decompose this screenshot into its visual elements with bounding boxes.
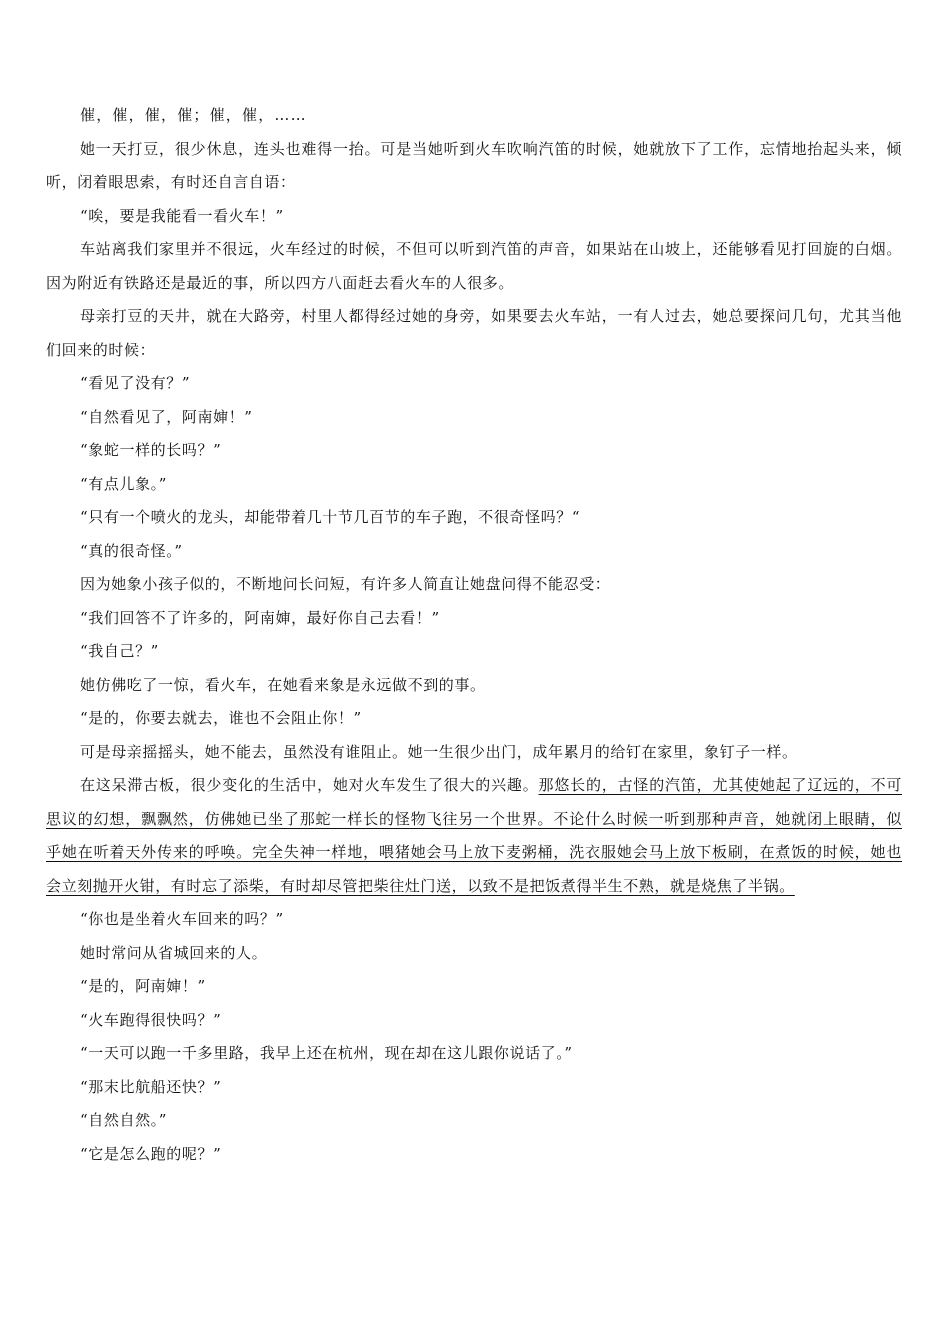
paragraph-19: “你也是坐着火车回来的吗？” bbox=[80, 910, 284, 928]
paragraph-7: “自然看见了，阿南婶！” bbox=[80, 407, 253, 426]
paragraph-2: 她一天打豆，很少休息，连头也难得一抬。可是当她听到火车吹响汽笛的时候，她就放下了工作，忘情地抬起头来，倾听，闭着眼思索，有时还自言自语： bbox=[46, 139, 902, 191]
paragraph-18 bbox=[46, 769, 902, 903]
paragraph-25: “自然自然。” bbox=[80, 1111, 168, 1129]
paragraph-23: “一天可以跑一千多里路，我早上还在杭州，现在却在这儿跟你说话了。” bbox=[80, 1044, 573, 1062]
paragraph-16: “是的，你要去就去，谁也不会阻止你！” bbox=[80, 709, 362, 727]
paragraph-9: “有点儿象。” bbox=[80, 474, 168, 493]
paragraph-14: “我自己？” bbox=[80, 642, 159, 660]
paragraph-1: 催，催，催，催；催，催，…… bbox=[80, 106, 307, 124]
paragraph-5: 母亲打豆的天井，就在大路旁，村里人都得经过她的身旁，如果要去火车站，一有人过去，她总要探问几句，尤其当他们回来的时候： bbox=[46, 307, 902, 359]
paragraph-22: “火车跑得很快吗？” bbox=[80, 1010, 222, 1029]
paragraph-15: 她仿佛吃了一惊，看火车，在她看来象是永远做不到的事。 bbox=[80, 675, 486, 694]
paragraph-21: “是的，阿南婶！” bbox=[80, 977, 206, 995]
paragraph-11: “真的很奇怪。” bbox=[80, 541, 183, 560]
paragraph-24: “那末比航船还快？” bbox=[80, 1077, 222, 1096]
paragraph-3: “唉，要是我能看一看火车！” bbox=[80, 206, 284, 225]
paragraph-18-plain: 在这呆滞古板，很少变化的生活中，她对火车发生了很大的兴趣。 bbox=[80, 776, 539, 794]
paragraph-10: “只有一个喷火的龙头，却能带着几十节几百节的车子跑，不很奇怪吗？“ bbox=[80, 508, 581, 526]
document-page bbox=[46, 99, 902, 1171]
paragraph-26: “它是怎么跑的呢？” bbox=[80, 1144, 222, 1163]
paragraph-17: 可是母亲摇摇头，她不能去，虽然没有谁阻止。她一生很少出门，成年累月的给钉在家里，象钉子一样。 bbox=[80, 742, 798, 761]
underlined-passage: 那悠长的，古怪的汽笛，尤其使她起了辽远的，不可思议的幻想，飘飘然，仿佛她已坐了那蛇一样长的怪物飞往另一个世界。不论什么时候一听到那种声音，她就闭上眼睛，似乎她在听着天外传来的呼唤。完全失神一样地，喂猪她会马上放下麦粥桶，洗衣服她会马上放下板刷，在煮饭的时候，她也会立刻抛开火钳，有时忘了添柴，有时却尽管把柴往灶门送，以致不是把饭煮得半生不熟，就是烧焦了半锅。 bbox=[46, 776, 902, 895]
paragraph-8: “象蛇一样的长吗？” bbox=[80, 441, 222, 459]
paragraph-4: 车站离我们家里并不很远，火车经过的时候，不但可以听到汽笛的声音，如果站在山坡上，还能够看见打回旋的白烟。因为附近有铁路还是最近的事，所以四方八面赶去看火车的人很多。 bbox=[46, 240, 902, 292]
paragraph-20: 她时常问从省城回来的人。 bbox=[80, 943, 268, 962]
paragraph-13: “我们回答不了许多的，阿南婶，最好你自己去看！” bbox=[80, 608, 440, 627]
paragraph-12: 因为她象小孩子似的，不断地问长问短，有许多人简直让她盘问得不能忍受： bbox=[80, 575, 611, 593]
paragraph-6: “看见了没有？” bbox=[80, 374, 191, 392]
